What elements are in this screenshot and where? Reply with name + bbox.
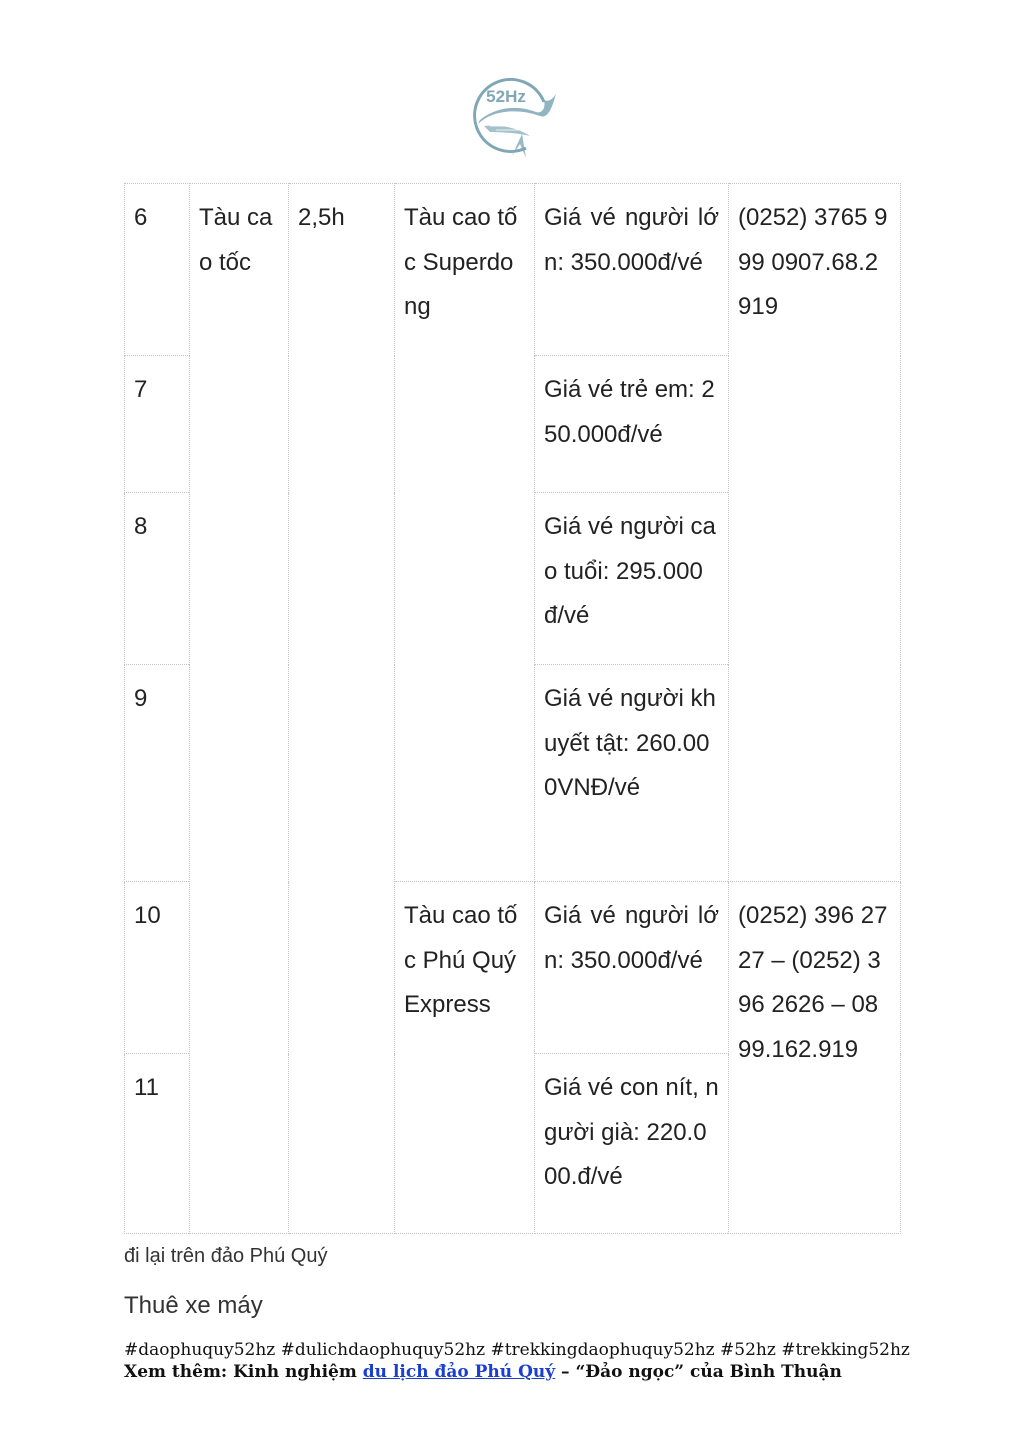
logo-text: 52Hz [486, 87, 526, 106]
whale-logo-icon [466, 64, 560, 160]
contact-phuquy-express: (0252) 396 2727 – (0252) 396 2626 – 0899.162.919 [729, 882, 901, 1234]
hashtags: #daophuquy52hz #dulichdaophuquy52hz #trekkingdaophuquy52hz #52hz #trekking52hz [124, 1340, 910, 1360]
transport-type: Tàu cao tốc [190, 184, 289, 1234]
row-number: 9 [125, 665, 190, 882]
row-number: 10 [125, 882, 190, 1054]
price-cell: Giá vé người cao tuổi: 295.000đ/vé [535, 493, 729, 665]
see-more-link[interactable]: du lịch đảo Phú Quý [362, 1362, 556, 1382]
logo-52hz [466, 64, 560, 160]
section-heading: Thuê xe máy [124, 1292, 263, 1319]
see-more-suffix: – “Đảo ngọc” của Bình Thuận [555, 1362, 842, 1382]
price-cell: Giá vé người khuyết tật: 260.000VNĐ/vé [535, 665, 729, 882]
price-cell: Giá vé trẻ em: 250.000đ/vé [535, 356, 729, 493]
ferry-schedule-table [124, 183, 901, 1234]
row-number: 8 [125, 493, 190, 665]
price-cell: Giá vé người lớn: 350.000đ/vé [535, 184, 729, 356]
row-number: 11 [125, 1054, 190, 1234]
see-more-prefix: Xem thêm: Kinh nghiệm [124, 1362, 363, 1382]
price-cell: Giá vé con nít, người già: 220.000.đ/vé [535, 1054, 729, 1234]
ship-name-phuquy-express: Tàu cao tốc Phú Quý Express [395, 882, 535, 1234]
contact-superdong: (0252) 3765 999 0907.68.2919 [729, 184, 901, 882]
table-caption: đi lại trên đảo Phú Quý [124, 1245, 328, 1267]
ship-name-superdong: Tàu cao tốc Superdong [395, 184, 535, 882]
duration: 2,5h [289, 184, 395, 1234]
price-cell: Giá vé người lớn: 350.000đ/vé [535, 882, 729, 1054]
table-row [125, 184, 901, 356]
see-more-line [124, 1362, 842, 1382]
row-number: 6 [125, 184, 190, 356]
row-number: 7 [125, 356, 190, 493]
